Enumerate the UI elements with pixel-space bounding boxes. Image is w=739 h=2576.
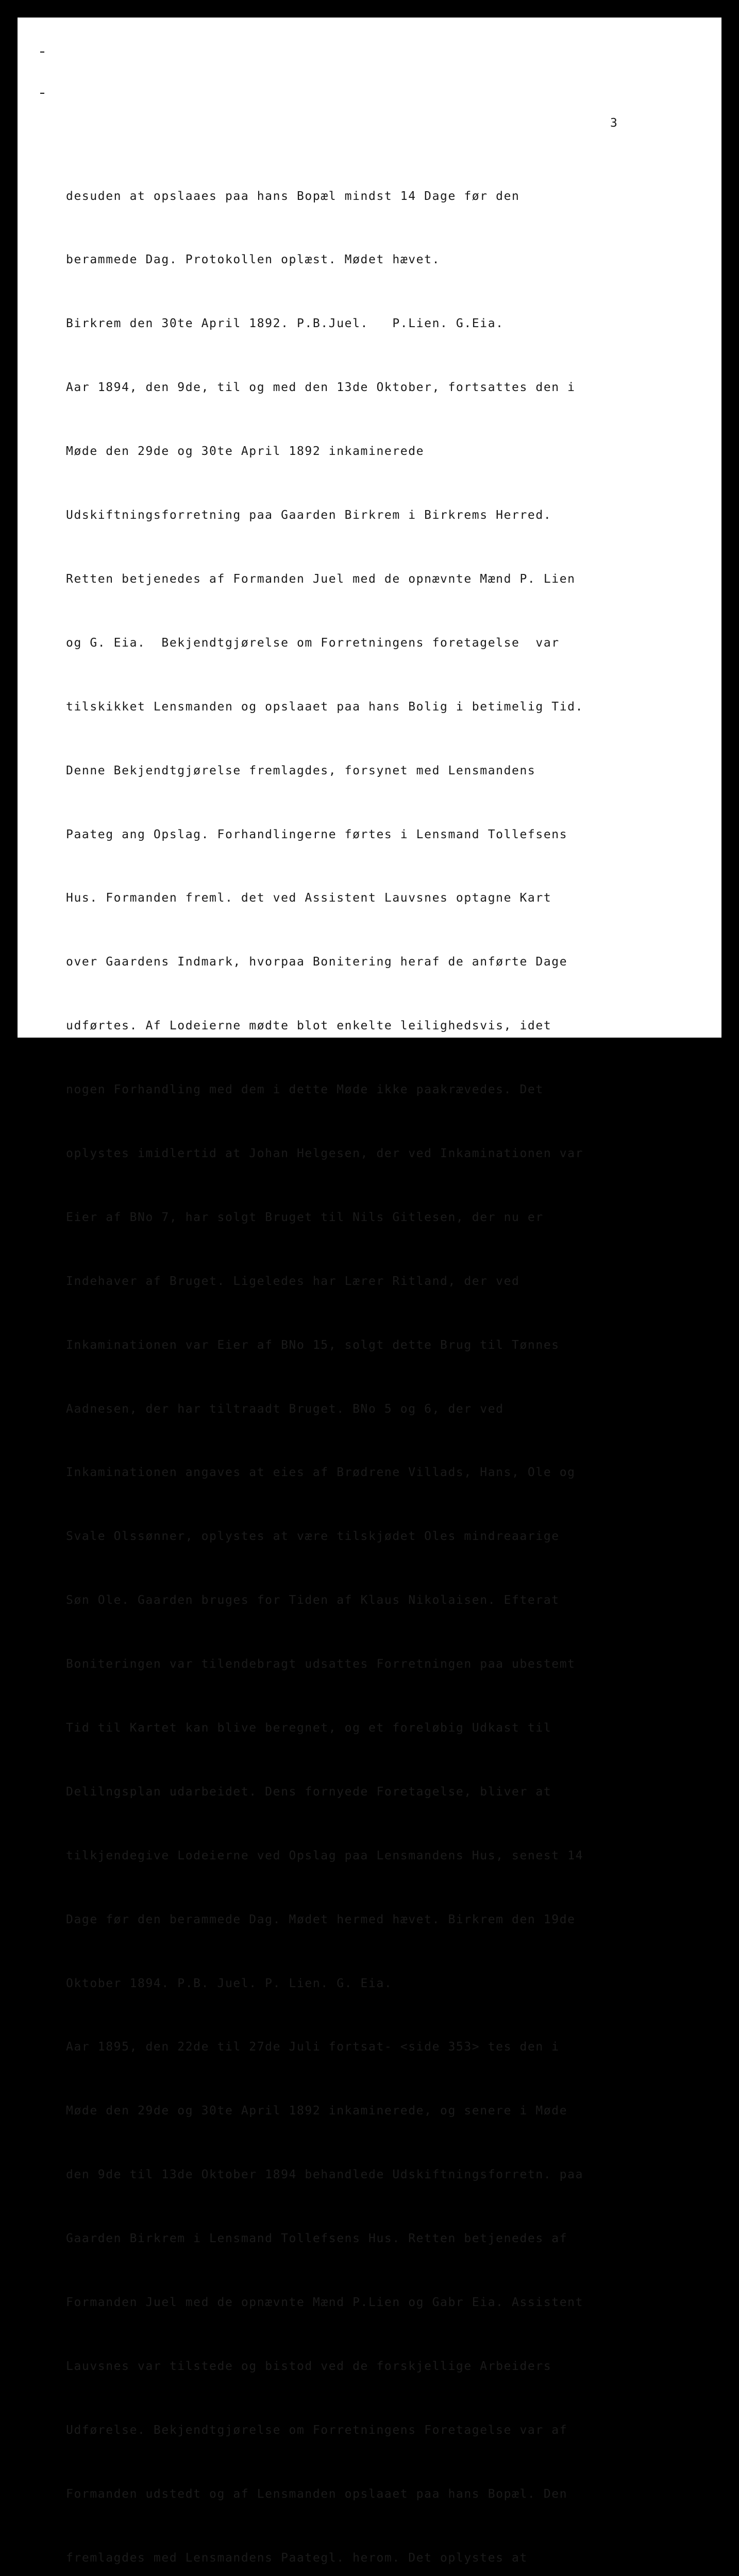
text-line: Paateg ang Opslag. Forhandlingerne førtes i Lensmand Tollefsens — [66, 827, 568, 841]
text-line: Retten betjenedes af Formanden Juel med de opnævnte Mænd P. Lien — [66, 572, 576, 586]
text-line: oplystes imidlertid at Johan Helgesen, der ved Inkaminationen var — [66, 1146, 584, 1160]
margin-mark — [40, 93, 44, 94]
text-line: udførtes. Af Lodeierne mødte blot enkelte leilighedsvis, idet — [66, 1019, 552, 1033]
text-line: Hus. Formanden freml. det ved Assistent Lauvsnes optagne Kart — [66, 891, 552, 905]
text-line: Møde den 29de og 30te April 1892 inkaminerede — [66, 445, 425, 459]
text-line: Gaarden Birkrem i Lensmand Tollefsens Hus. Retten betjenedes af — [66, 2232, 568, 2246]
text-line: den 9de til 13de Oktober 1894 behandlede Udskiftningsforretn. paa — [66, 2168, 584, 2182]
text-line: Denne Bekjendtgjørelse fremlagdes, forsynet med Lensmandens — [66, 764, 536, 777]
text-line: tilskikket Lensmanden og opslaaet paa hans Bolig i betimelig Tid. — [66, 700, 584, 714]
text-line: Tid til Kartet kan blive beregnet, og et foreløbig Udkast til — [66, 1721, 552, 1735]
margin-mark — [40, 52, 44, 53]
text-line: Formanden udstedt og af Lensmanden opslaaet paa hans Bopæl. Den — [66, 2487, 568, 2501]
text-line: nogen Forhandling med dem i dette Møde ikke paakrævedes. Det — [66, 1083, 544, 1097]
text-line: Møde den 29de og 30te April 1892 inkaminerede, og senere i Møde — [66, 2104, 568, 2118]
text-line: desuden at opslaaes paa hans Bopæl mindst 14 Dage før den — [66, 189, 520, 203]
text-line: Dage før den berammede Dag. Mødet hermed hævet. Birkrem den 19de — [66, 1912, 576, 1926]
text-line: Delilngsplan udarbeidet. Dens fornyede Foretagelse, bliver at — [66, 1785, 552, 1799]
text-line: Lauvsnes var tilstede og bistod ved de forskjellige Arbeiders — [66, 2359, 552, 2373]
page-number: 3 — [610, 116, 617, 130]
text-line: Udførelse. Bekjendtgjørelse om Forretningens Foretagelse var af — [66, 2423, 568, 2437]
text-line: tilkjendegive Lodeierne ved Opslag paa Lensmandens Hus, senest 14 — [66, 1849, 584, 1862]
text-line: Aadnesen, der har tiltraadt Bruget. BNo 5 og 6, der ved — [66, 1402, 504, 1416]
text-line: Aar 1894, den 9de, til og med den 13de Oktober, fortsattes den i — [66, 381, 576, 395]
text-line: og G. Eia. Bekjendtgjørelse om Forretningens foretagelse var — [66, 636, 560, 650]
text-line: Oktober 1894. P.B. Juel. P. Lien. G. Eia. — [66, 1976, 393, 1990]
text-line: Svale Olssønner, oplystes at være tilskjødet Oles mindreaarige — [66, 1530, 560, 1544]
text-line: Eier af BNo 7, har solgt Bruget til Nils Gitlesen, der nu er — [66, 1210, 544, 1224]
text-line: Formanden Juel med de opnævnte Mænd P.Lien og Gabr Eia. Assistent — [66, 2295, 584, 2309]
text-line: Indehaver af Bruget. Ligeledes har Lærer Ritland, der ved — [66, 1274, 520, 1288]
text-line: berammede Dag. Protokollen oplæst. Mødet hævet. — [66, 253, 441, 267]
text-line: Søn Ole. Gaarden bruges for Tiden af Klaus Nikolaisen. Efterat — [66, 1594, 560, 1607]
text-line: Aar 1895, den 22de til 27de Juli fortsat- <side 353> tes den i — [66, 2040, 560, 2054]
document-page — [18, 18, 721, 2565]
text-line: fremlagdes med Lensmandens Paategl. herom. Det oplystes at — [66, 2551, 528, 2565]
text-line: Inkaminationen angaves at eies af Brødrene Villads, Hans, Ole og — [66, 1466, 576, 1480]
text-line: Birkrem den 30te April 1892. P.B.Juel. P.Lien. G.Eia. — [66, 317, 504, 331]
text-line: Inkaminationen var Eier af BNo 15, solgt dette Brug til Tønnes — [66, 1338, 560, 1352]
text-line: Udskiftningsforretning paa Gaarden Birkrem i Birkrems Herred. — [66, 509, 552, 522]
text-line: over Gaardens Indmark, hvorpaa Bonitering heraf de anførte Dage — [66, 955, 568, 969]
text-line: Boniteringen var tilendebragt udsattes Forretningen paa ubestemt — [66, 1657, 576, 1671]
typed-text-body — [66, 143, 690, 2576]
